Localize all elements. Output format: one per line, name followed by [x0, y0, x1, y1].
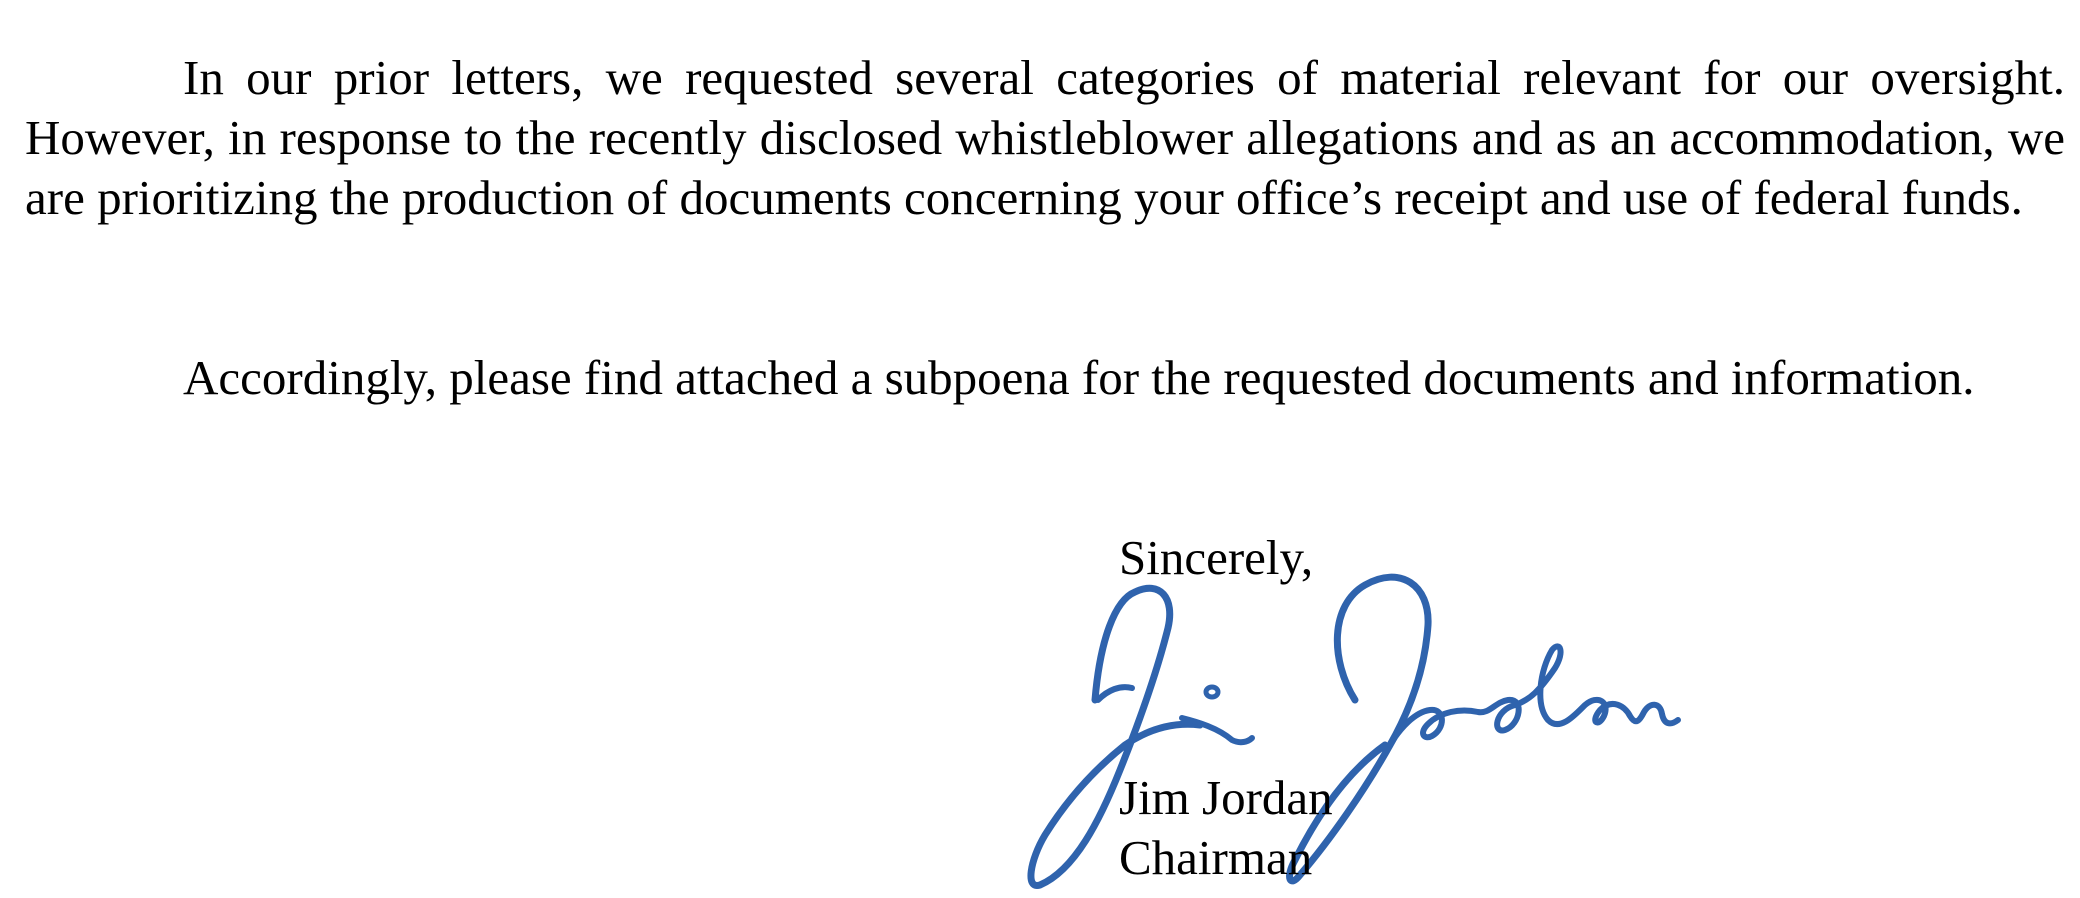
signer-name: Jim Jordan: [1119, 770, 1333, 825]
signature-stroke-j1-cross: [1098, 687, 1132, 700]
signer-title: Chairman: [1119, 830, 1313, 885]
body-paragraph-1: In our prior letters, we requested several categories of material relevant for our oversight. However, in response to the recently disclosed whistleblower allegations and as an accommodation, we are prioritizing the production of documents concerning your office’s receipt and use of federal funds.: [25, 50, 2065, 225]
signature-stroke-ordan: [1390, 646, 1678, 745]
body-paragraph-2: Accordingly, please find attached a subpoena for the requested documents and information.: [183, 350, 1975, 405]
signature-dot: [1206, 687, 1218, 697]
signature-stroke-i: [1182, 718, 1252, 742]
closing-salutation: Sincerely,: [1119, 530, 1314, 585]
